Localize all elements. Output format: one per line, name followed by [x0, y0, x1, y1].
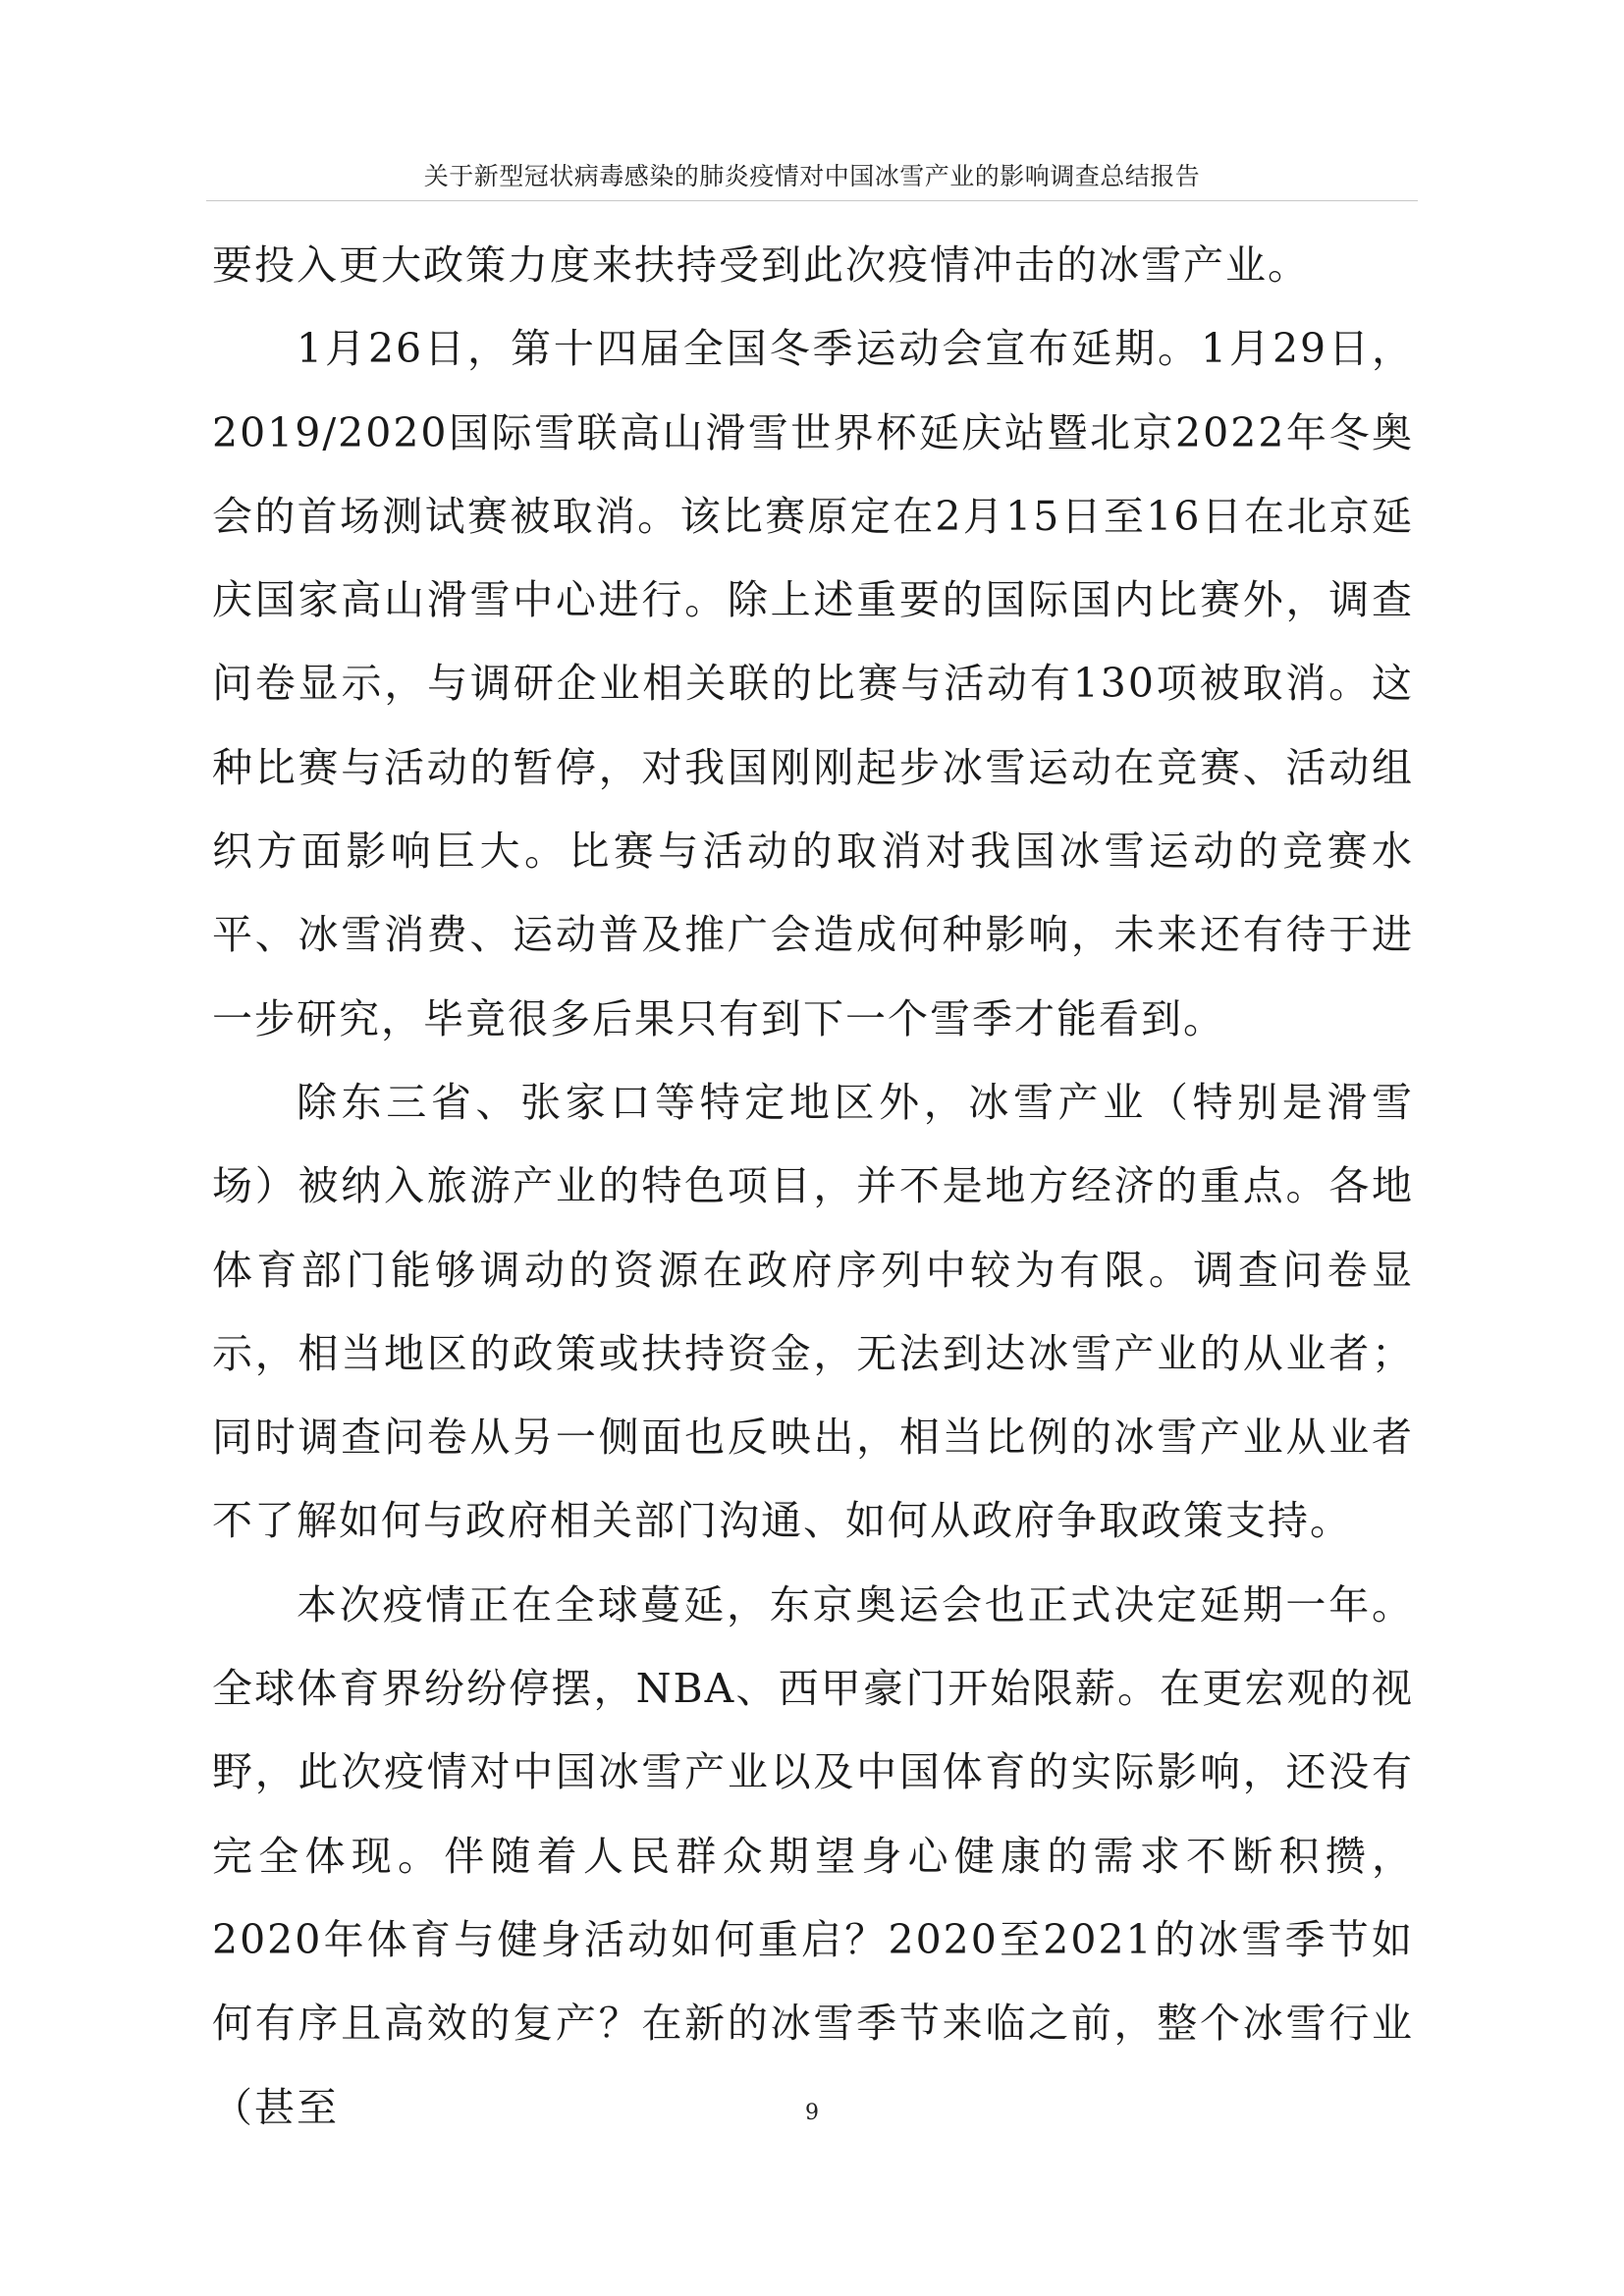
document-body	[212, 224, 1414, 2150]
page-header-title: 关于新型冠状病毒感染的肺炎疫情对中国冰雪产业的影响调查总结报告	[423, 162, 1201, 190]
paragraph-event-cancellations: 1月26日，第十四届全国冬季运动会宣布延期。1月29日，2019/2020国际雪联高山滑雪世界杯延庆站暨北京2022年冬奥会的首场测试赛被取消。该比赛原定在2月15日至16日在北京延庆国家高山滑雪中心进行。除上述重要的国际国内比赛外，调查问卷显示，与调研企业相关联的比赛与活动有130项被取消。这种比赛与活动的暂停，对我国刚刚起步冰雪运动在竞赛、活动组织方面影响巨大。比赛与活动的取消对我国冰雪运动的竞赛水平、冰雪消费、运动普及推广会造成何种影响，未来还有待于进一步研究，毕竟很多后果只有到下一个雪季才能看到。	[212, 325, 1414, 1042]
paragraph-regional-policy: 除东三省、张家口等特定地区外，冰雪产业（特别是滑雪场）被纳入旅游产业的特色项目，并不是地方经济的重点。各地体育部门能够调动的资源在政府序列中较为有限。调查问卷显示，相当地区的政策或扶持资金，无法到达冰雪产业的从业者；同时调查问卷从另一侧面也反映出，相当比例的冰雪产业从业者不了解如何与政府相关部门沟通、如何从政府争取政策支持。	[212, 1078, 1414, 1545]
header-divider	[206, 200, 1418, 201]
paragraph-global-impact: 本次疫情正在全球蔓延，东京奥运会也正式决定延期一年。全球体育界纷纷停摆，NBA、西甲豪门开始限薪。在更宏观的视野，此次疫情对中国冰雪产业以及中国体育的实际影响，还没有完全体现。伴随着人民群众期望身心健康的需求不断积攒，2020年体育与健身活动如何重启？2020至2021的冰雪季节如何有序且高效的复产？在新的冰雪季节来临之前，整个冰雪行业（甚至	[212, 1580, 1414, 2131]
paragraph-continuation: 要投入更大政策力度来扶持受到此次疫情冲击的冰雪产业。	[212, 241, 1310, 289]
page-number: 9	[805, 2101, 819, 2125]
